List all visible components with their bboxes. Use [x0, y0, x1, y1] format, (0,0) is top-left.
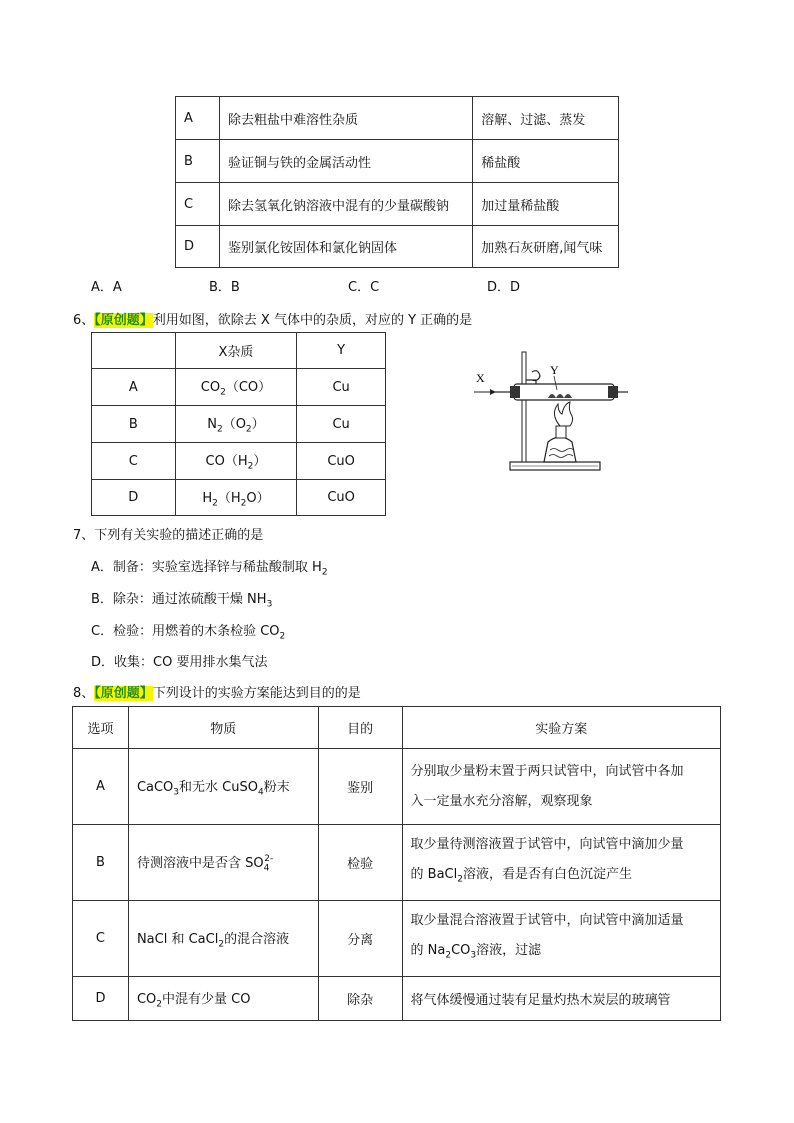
impurity-cell: $N_2(O_2)$ [175, 406, 297, 443]
header-cell [92, 333, 176, 369]
reagent-cell: Cu [297, 406, 386, 443]
reagent-cell: CuO [297, 480, 386, 516]
substance-cell: CaCO$_3$和无水 CuSO$_4$粉末 [128, 749, 318, 825]
label-x: X [476, 371, 485, 385]
purpose-cell: 检验 [318, 825, 402, 901]
plan-cell: 将气体缓慢通过装有足量灼热木炭层的玻璃管 [402, 977, 720, 1021]
option-cell: B [176, 140, 220, 183]
substance-cell: $CO_2$中混有少量 CO [128, 977, 318, 1021]
option-cell: C [176, 183, 220, 226]
item-cell: 除去粗盐中难溶性杂质 [219, 97, 472, 140]
header-cell: 物质 [128, 707, 318, 749]
header-cell: Y [297, 333, 386, 369]
purpose-cell: 除杂 [318, 977, 402, 1021]
substance-cell: 待测溶液中是否含 $SO_4^{2-}$ [128, 825, 318, 901]
label-y: Y [550, 363, 559, 377]
option-cell: A [73, 749, 129, 825]
table-row [176, 97, 619, 140]
table-q6 [91, 332, 386, 516]
original-tag: 【原创题】 [94, 686, 153, 701]
method-cell: 加过量稀盐酸 [473, 183, 619, 226]
question-7-stem: 7、下列有关实验的描述正确的是 [73, 528, 264, 543]
flame [554, 402, 572, 426]
sample-y [548, 394, 572, 398]
choice-a: A．A [91, 280, 122, 295]
table-row [92, 406, 386, 443]
choice-c: C．C [348, 280, 380, 295]
table-header-row [92, 333, 386, 369]
question-text: 下列设计的实验方案能达到目的的是 [152, 686, 361, 701]
table-q5 [175, 96, 619, 268]
option-cell: B [92, 406, 176, 443]
question-8-stem [73, 682, 361, 701]
item-cell: 除去氢氧化钠溶液中混有的少量碳酸钠 [219, 183, 472, 226]
option-cell: D [73, 977, 129, 1021]
item-cell: 鉴别氯化铵固体和氯化钠固体 [219, 226, 472, 268]
purpose-cell: 鉴别 [318, 749, 402, 825]
option-cell: A [92, 369, 176, 406]
choice-d: D．收集：CO 要用排水集气法 [91, 655, 268, 670]
stand-rod [522, 352, 526, 462]
method-cell: 加熟石灰研磨,闻气味 [473, 226, 619, 268]
option-cell: C [73, 901, 129, 977]
header-cell: 实验方案 [402, 707, 720, 749]
substance-cell: NaCl 和 CaCl$_2$的混合溶液 [128, 901, 318, 977]
question-number: 6、 [73, 313, 95, 328]
impurity-cell: $H_2(H_2O)$ [175, 480, 297, 516]
glass-tube [514, 384, 614, 400]
option-cell: D [176, 226, 220, 268]
table-row [73, 901, 721, 977]
table-q8 [72, 706, 721, 1021]
header-cell: X杂质 [175, 333, 297, 369]
question-6-stem [73, 309, 472, 328]
impurity-cell: $CO(H_2)$ [175, 443, 297, 480]
question-text: 利用如图，欲除去 X 气体中的杂质，对应的 Y 正确的是 [152, 313, 473, 328]
method-cell: 稀盐酸 [473, 140, 619, 183]
table-row [92, 443, 386, 480]
option-cell: B [73, 825, 129, 901]
choice-d: D．D [487, 280, 521, 295]
reagent-cell: Cu [297, 369, 386, 406]
option-cell: C [92, 443, 176, 480]
header-cell: 选项 [73, 707, 129, 749]
method-cell: 溶解、过滤、蒸发 [473, 97, 619, 140]
plan-cell: 分别取少量粉末置于两只试管中，向试管中各加 入一定量水充分溶解，观察现象 [402, 749, 720, 825]
choice-b: B．B [209, 280, 240, 295]
table-row [176, 226, 619, 268]
reagent-cell: CuO [297, 443, 386, 480]
purpose-cell: 分离 [318, 901, 402, 977]
choice-c: C．检验：用燃着的木条检验 $CO_2$ [91, 624, 286, 642]
table-row [73, 977, 721, 1021]
option-cell: A [176, 97, 220, 140]
item-cell: 验证铜与铁的金属活动性 [219, 140, 472, 183]
table-row [92, 369, 386, 406]
table-row [92, 480, 386, 516]
table-row [73, 825, 721, 901]
table-row [73, 749, 721, 825]
table-row [176, 140, 619, 183]
plan-cell: 取少量混合溶液置于试管中，向试管中滴加适量 的 $Na_2CO_3$溶液，过滤 [402, 901, 720, 977]
table-row [176, 183, 619, 226]
impurity-cell: $CO_2(CO)$ [175, 369, 297, 406]
question-number: 8、 [73, 686, 95, 701]
alcohol-lamp [544, 437, 576, 462]
choice-a: A．制备：实验室选择锌与稀盐酸制取 $H_2$ [91, 560, 328, 578]
table-header-row [73, 707, 721, 749]
original-tag: 【原创题】 [94, 313, 153, 328]
option-cell: D [92, 480, 176, 516]
apparatus-figure [472, 346, 632, 476]
plan-cell: 取少量待测溶液置于试管中，向试管中滴加少量 的 BaCl$_2$溶液，看是否有白色沉淀产生 [402, 825, 720, 901]
header-cell: 目的 [318, 707, 402, 749]
choice-b: B．除杂：通过浓硫酸干燥 $NH_3$ [91, 592, 273, 610]
